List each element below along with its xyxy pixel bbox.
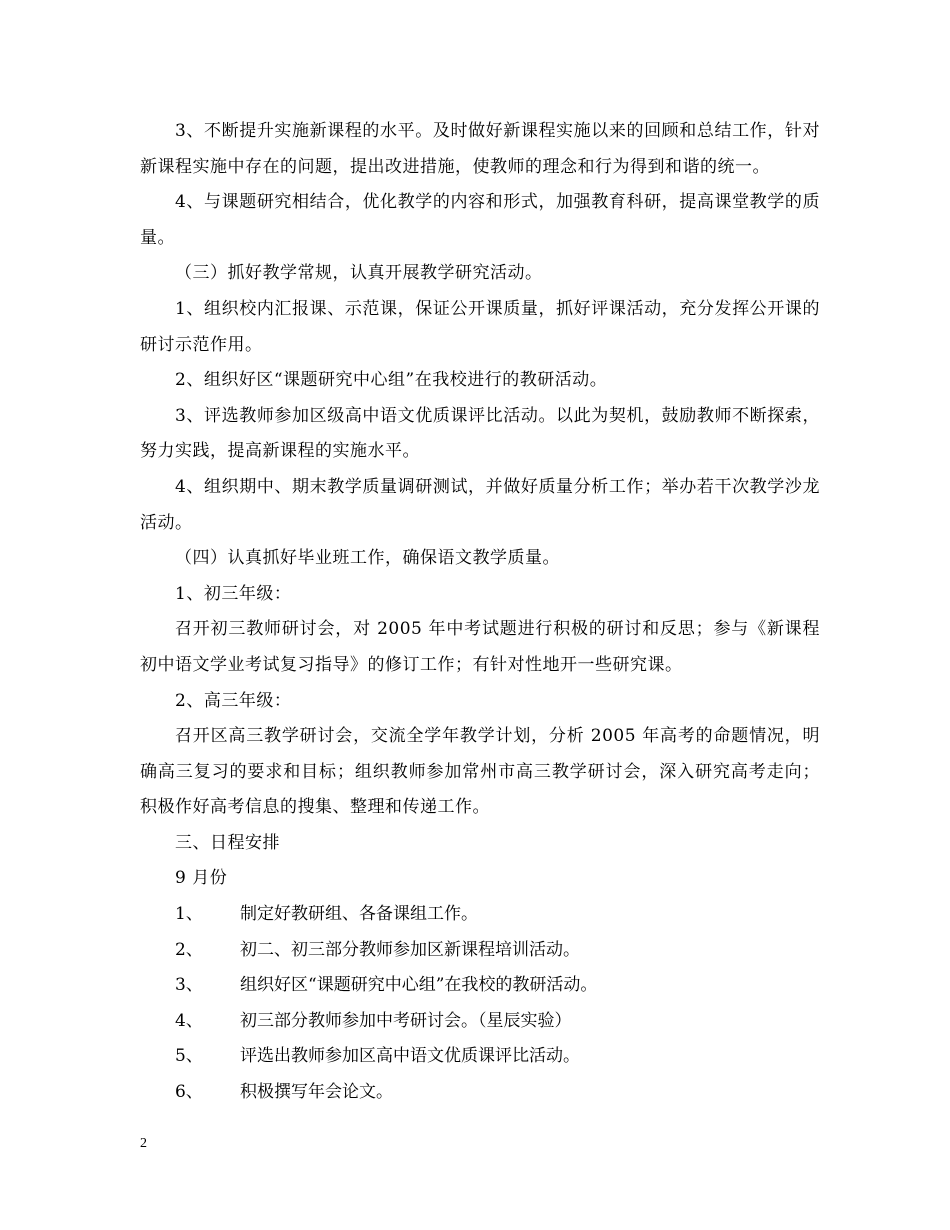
schedule-item-number: 1、 bbox=[175, 904, 203, 925]
section-heading: （四）认真抓好毕业班工作，确保语文教学质量。 bbox=[175, 548, 560, 569]
schedule-item-text: 组织好区“课题研究中心组”在我校的教研活动。 bbox=[240, 975, 598, 996]
paragraph: 3、评选教师参加区级高中语文优质课评比活动。以此为契机，鼓励教师不断探索，努力实践，提高新课程的实施水平。 bbox=[140, 405, 820, 462]
paragraph: 召开区高三教学研讨会，交流全学年教学计划，分析 2005 年高考的命题情况，明确高三复习的要求和目标；组织教师参加常州市高三教学研讨会，深入研究高考走向；积极作好高考信息的搜集、整理和传递工作。 bbox=[140, 726, 820, 818]
schedule-item-text: 初二、初三部分教师参加区新课程培训活动。 bbox=[240, 939, 580, 960]
schedule-item bbox=[140, 1004, 820, 1040]
schedule-item bbox=[140, 1075, 820, 1111]
schedule-item-text: 初三部分教师参加中考研讨会。（星辰实验） bbox=[240, 1010, 572, 1031]
schedule-item bbox=[140, 897, 820, 933]
schedule-item-number: 5、 bbox=[175, 1046, 203, 1067]
paragraph: 3、不断提升实施新课程的水平。及时做好新课程实施以来的回顾和总结工作，针对新课程实施中存在的问题，提出改进措施，使教师的理念和行为得到和谐的统一。 bbox=[140, 121, 820, 177]
paragraph: 4、与课题研究相结合，优化教学的内容和形式，加强教育科研，提高课堂教学的质量。 bbox=[140, 192, 820, 248]
section-heading: 三、日程安排 bbox=[175, 832, 280, 853]
paragraph: 1、组织校内汇报课、示范课，保证公开课质量，抓好评课活动，充分发挥公开课的研讨示范作用。 bbox=[140, 298, 820, 355]
schedule-item-number: 4、 bbox=[175, 1010, 203, 1031]
schedule-item bbox=[140, 1039, 820, 1075]
section-heading: （三）抓好教学常规，认真开展教学研究活动。 bbox=[175, 263, 543, 284]
subheading: 1、初三年级： bbox=[175, 583, 292, 604]
paragraph: 4、组织期中、期末教学质量调研测试，并做好质量分析工作；举办若干次教学沙龙活动。 bbox=[140, 476, 820, 533]
schedule-item bbox=[140, 933, 820, 969]
month-heading: 9 月份 bbox=[175, 868, 228, 889]
page-number: 2 bbox=[140, 1136, 147, 1151]
paragraph: 召开初三教师研讨会，对 2005 年中考试题进行积极的研讨和反思；参与《新课程初中语文学业考试复习指导》的修订工作；有针对性地开一些研究课。 bbox=[140, 619, 820, 675]
schedule-item-text: 制定好教研组、各备课组工作。 bbox=[240, 904, 478, 925]
subheading: 2、高三年级： bbox=[175, 690, 292, 711]
paragraph: 2、组织好区“课题研究中心组”在我校进行的教研活动。 bbox=[175, 370, 608, 391]
schedule-item-number: 3、 bbox=[175, 975, 203, 996]
schedule-item-number: 6、 bbox=[175, 1082, 203, 1103]
schedule-item bbox=[140, 968, 820, 1004]
document-body bbox=[140, 114, 820, 1111]
schedule-item-text: 积极撰写年会论文。 bbox=[240, 1082, 393, 1103]
schedule-item-number: 2、 bbox=[175, 939, 203, 960]
schedule-item-text: 评选出教师参加区高中语文优质课评比活动。 bbox=[240, 1046, 580, 1067]
